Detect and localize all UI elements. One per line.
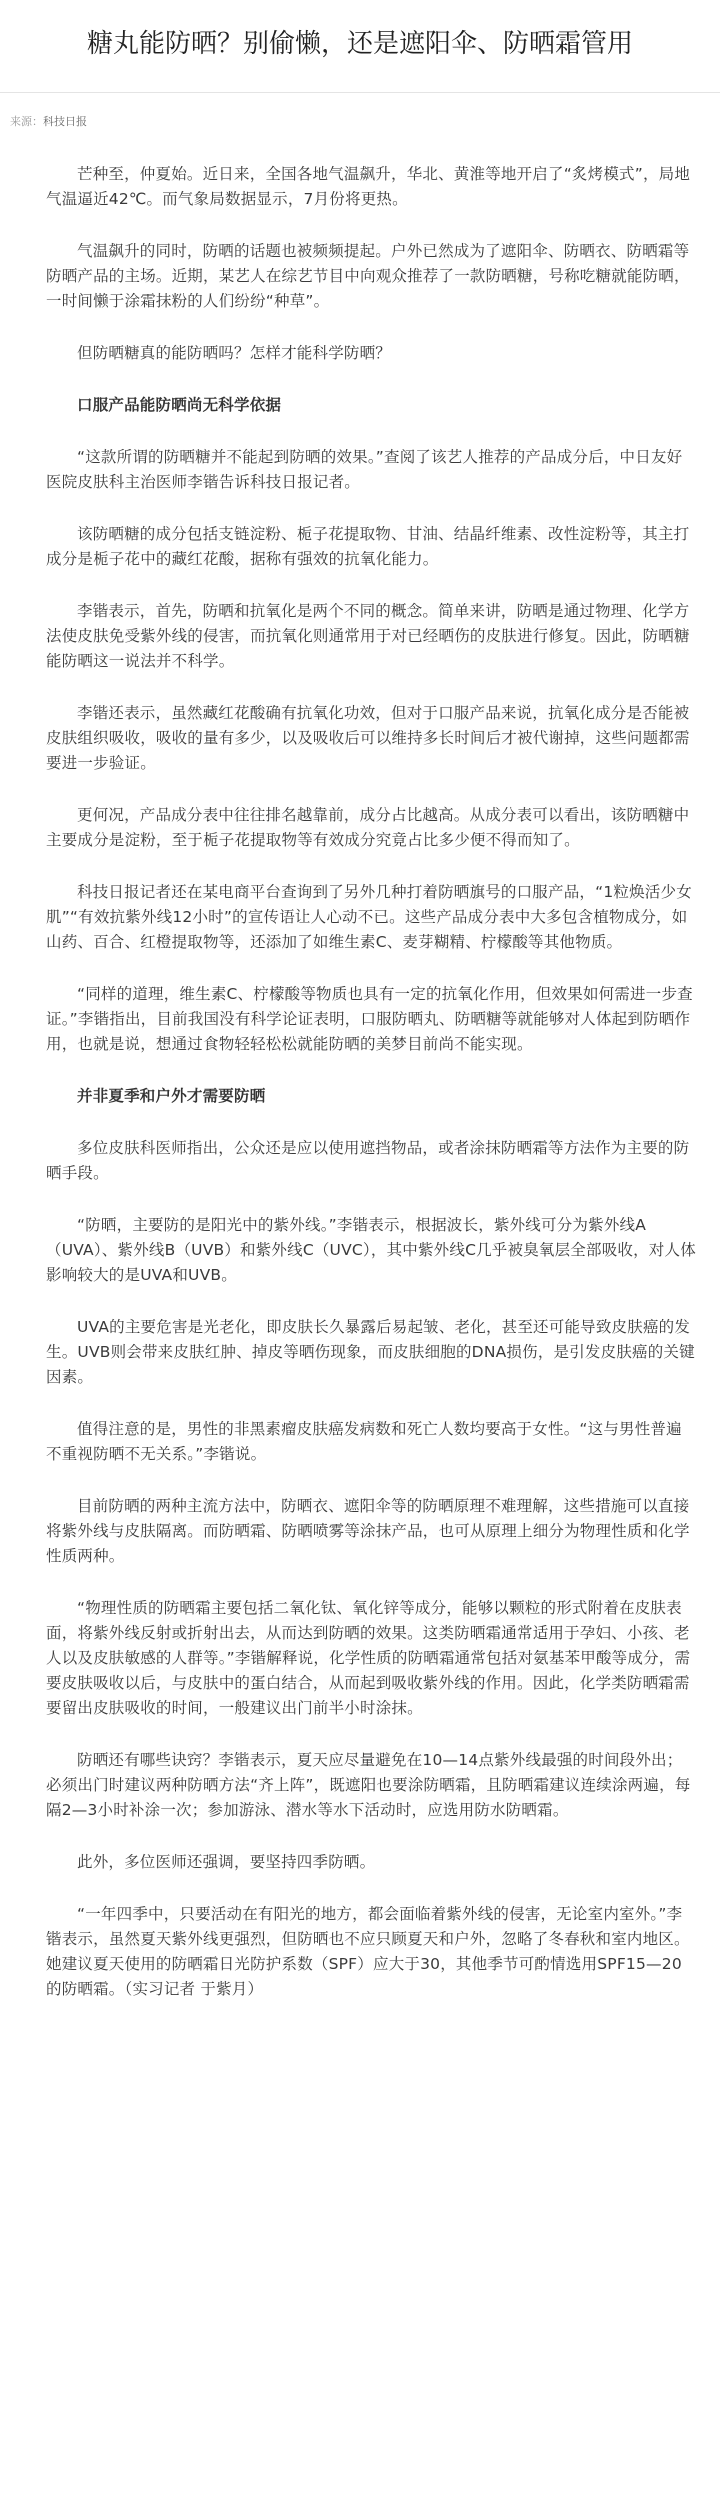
article-paragraph: 但防晒糖真的能防晒吗？怎样才能科学防晒？: [77, 344, 392, 362]
article-paragraph: 此外，多位医师还强调，要坚持四季防晒。: [77, 1853, 376, 1871]
article-paragraph: 气温飙升的同时，防晒的话题也被频频提起。户外已然成为了遮阳伞、防晒衣、防晒霜等防晒产品的主场。近期，某艺人在综艺节目中向观众推荐了一款防晒糖，号称吃糖就能防晒，一时间懒于涂霜抹粉的人们纷纷“种草”。: [46, 242, 690, 310]
article-title: 糖丸能防晒？别偷懒，还是遮阳伞、防晒霜管用: [86, 29, 633, 59]
article-paragraph: 该防晒糖的成分包括支链淀粉、栀子花提取物、甘油、结晶纤维素、改性淀粉等，其主打成分是栀子花中的藏红花酸，据称有强效的抗氧化能力。: [46, 525, 690, 568]
article-paragraph: “一年四季中，只要活动在有阳光的地方，都会面临着紫外线的侵害，无论室内室外。”李锴表示，虽然夏天紫外线更强烈，但防晒也不应只顾夏天和户外，忽略了冬春秋和室内地区。她建议夏天使用的防晒霜日光防护系数（SPF）应大于30，其他季节可酌情选用SPF15—20的防晒霜。（实习记者 于紫月）: [46, 1905, 690, 1998]
article-paragraph: UVA的主要危害是光老化，即皮肤长久暴露后易起皱、老化，甚至还可能导致皮肤癌的发生。UVB则会带来皮肤红肿、掉皮等晒伤现象，而皮肤细胞的DNA损伤，是引发皮肤癌的关键因素。: [46, 1318, 695, 1386]
article-paragraph: 李锴还表示，虽然藏红花酸确有抗氧化功效，但对于口服产品来说，抗氧化成分是否能被皮肤组织吸收，吸收的量有多少，以及吸收后可以维持多长时间后才被代谢掉，这些问题都需要进一步验证。: [46, 704, 690, 772]
article-paragraph: 更何况，产品成分表中往往排名越靠前，成分占比越高。从成分表可以看出，该防晒糖中主要成分是淀粉，至于栀子花提取物等有效成分究竟占比多少便不得而知了。: [46, 806, 690, 849]
article-paragraph: “这款所谓的防晒糖并不能起到防晒的效果。”查阅了该艺人推荐的产品成分后，中日友好医院皮肤科主治医师李锴告诉科技日报记者。: [46, 448, 683, 491]
article-paragraph: “同样的道理，维生素C、柠檬酸等物质也具有一定的抗氧化作用，但效果如何需进一步查证。”李锴指出，目前我国没有科学论证表明，口服防晒丸、防晒糖等就能够对人体起到防晒作用，也就是说，想通过食物轻轻松松就能防晒的美梦目前尚不能实现。: [46, 985, 693, 1053]
article-paragraph: 目前防晒的两种主流方法中，防晒衣、遮阳伞等的防晒原理不难理解，这些措施可以直接将紫外线与皮肤隔离。而防晒霜、防晒喷雾等涂抹产品，也可从原理上细分为物理性质和化学性质两种。: [46, 1497, 690, 1565]
section-heading: 口服产品能防晒尚无科学依据: [77, 396, 282, 414]
article-paragraph: 防晒还有哪些诀窍？李锴表示，夏天应尽量避免在10—14点紫外线最强的时间段外出；必须出门时建议两种防晒方法“齐上阵”，既遮阳也要涂防晒霜，且防晒霜建议连续涂两遍，每隔2—3小时补涂一次；参加游泳、潜水等水下活动时，应选用防水防晒霜。: [46, 1751, 691, 1819]
article-paragraph: “物理性质的防晒霜主要包括二氧化钛、氧化锌等成分，能够以颗粒的形式附着在皮肤表面，将紫外线反射或折射出去，从而达到防晒的效果。这类防晒霜通常适用于孕妇、小孩、老人以及皮肤敏感的人群等。”李锴解释说，化学性质的防晒霜通常包括对氨基苯甲酸等成分，需要皮肤吸收以后，与皮肤中的蛋白结合，从而起到吸收紫外线的作用。因此，化学类防晒霜需要留出皮肤吸收的时间，一般建议出门前半小时涂抹。: [46, 1599, 691, 1717]
article-paragraph: 科技日报记者还在某电商平台查询到了另外几种打着防晒旗号的口服产品，“1粒焕活少女肌”“有效抗紫外线12小时”的宣传语让人心动不已。这些产品成分表中大多包含植物成分，如山药、百合、红橙提取物等，还添加了如维生素C、麦芽糊精、柠檬酸等其他物质。: [46, 883, 692, 951]
source-label: 来源：: [10, 115, 43, 128]
article-paragraph: 芒种至，仲夏始。近日来，全国各地气温飙升，华北、黄淮等地开启了“炙烤模式”，局地气温逼近42℃。而气象局数据显示，7月份将更热。: [46, 165, 691, 208]
article-paragraph: 李锴表示，首先，防晒和抗氧化是两个不同的概念。简单来讲，防晒是通过物理、化学方法使皮肤免受紫外线的侵害，而抗氧化则通常用于对已经晒伤的皮肤进行修复。因此，防晒糖能防晒这一说法并不科学。: [46, 602, 690, 670]
article-body: [46, 162, 696, 2029]
article-source: [10, 113, 87, 129]
section-heading: 并非夏季和户外才需要防晒: [77, 1087, 266, 1105]
source-name: 科技日报: [43, 115, 87, 128]
article-paragraph: “防晒，主要防的是阳光中的紫外线。”李锴表示，根据波长，紫外线可分为紫外线A（UVA）、紫外线B（UVB）和紫外线C（UVC），其中紫外线C几乎被臭氧层全部吸收，对人体影响较大的是UVA和UVB。: [46, 1216, 696, 1284]
title-divider: [0, 92, 720, 93]
article-paragraph: 值得注意的是，男性的非黑素瘤皮肤癌发病数和死亡人数均要高于女性。“这与男性普遍不重视防晒不无关系。”李锴说。: [46, 1420, 682, 1463]
article-paragraph: 多位皮肤科医师指出，公众还是应以使用遮挡物品，或者涂抹防晒霜等方法作为主要的防晒手段。: [46, 1139, 690, 1182]
